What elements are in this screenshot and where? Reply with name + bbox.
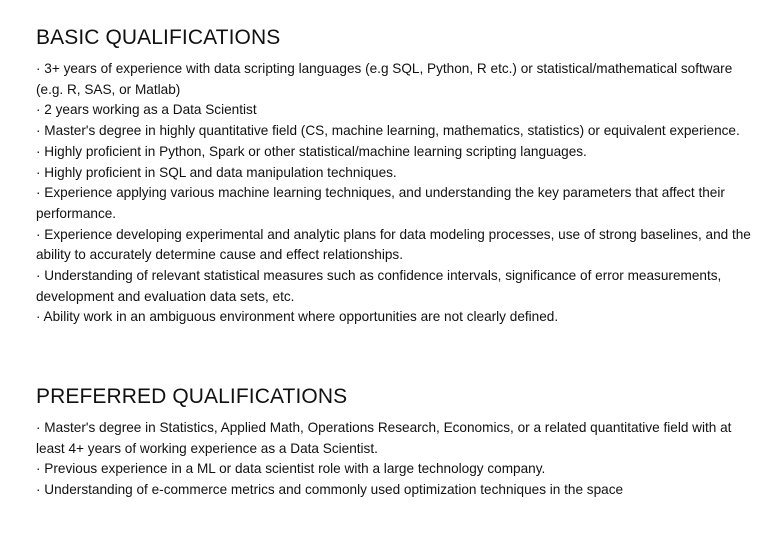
list-item: · Ability work in an ambiguous environment where opportunities are not clearly defined. bbox=[36, 309, 559, 325]
list-item: · Understanding of relevant statistical measures such as confidence intervals, significance of error measurements, development and evaluation data sets, etc. bbox=[36, 268, 722, 304]
basic-qualifications-heading: BASIC QUALIFICATIONS bbox=[36, 26, 281, 49]
basic-qualifications-list bbox=[36, 59, 756, 328]
list-item: · 3+ years of experience with data scripting languages (e.g SQL, Python, R etc.) or statistical/mathematical software (e.g. R, SAS, or Matlab) bbox=[36, 61, 733, 97]
list-item: · Master's degree in Statistics, Applied Math, Operations Research, Economics, or a related quantitative field with at least 4+ years of working experience as a Data Scientist. bbox=[36, 420, 732, 456]
basic-qualifications-section bbox=[36, 25, 756, 328]
list-item: · Highly proficient in Python, Spark or other statistical/machine learning scripting languages. bbox=[36, 143, 587, 159]
preferred-qualifications-section bbox=[36, 384, 756, 501]
list-item: · Experience applying various machine learning techniques, and understanding the key parameters that affect their performance. bbox=[36, 185, 725, 221]
list-item: · Highly proficient in SQL and data manipulation techniques. bbox=[36, 164, 397, 180]
preferred-qualifications-list bbox=[36, 418, 756, 501]
preferred-qualifications-heading: PREFERRED QUALIFICATIONS bbox=[36, 385, 348, 408]
list-item: · 2 years working as a Data Scientist bbox=[36, 102, 257, 118]
list-item: · Previous experience in a ML or data scientist role with a large technology company. bbox=[36, 461, 546, 477]
list-item: · Experience developing experimental and analytic plans for data modeling processes, use of strong baselines, and the ability to accurately determine cause and effect relationships. bbox=[36, 226, 751, 263]
list-item: · Master's degree in highly quantitative field (CS, machine learning, mathematics, statistics) or equivalent experience. bbox=[36, 123, 740, 139]
list-item: · Understanding of e-commerce metrics and commonly used optimization techniques in the space bbox=[36, 482, 624, 498]
